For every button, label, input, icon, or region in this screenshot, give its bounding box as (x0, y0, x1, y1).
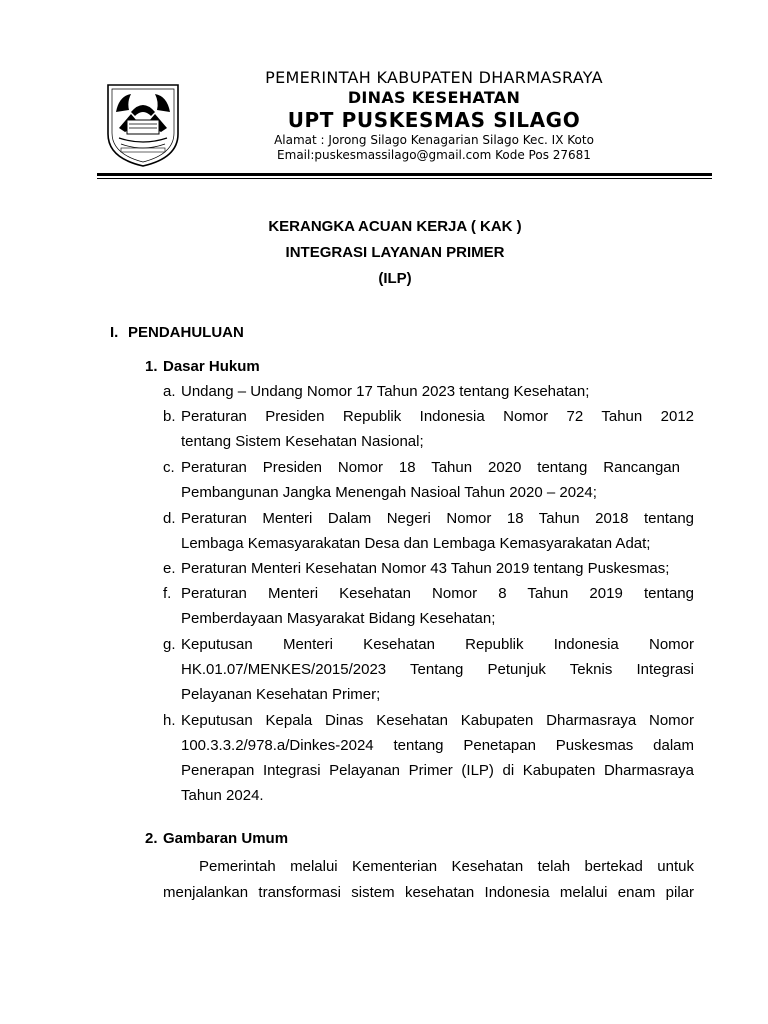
list-item-line: Lembaga Kemasyarakatan Desa dan Lembaga Kemasyarakatan Adat; (181, 535, 651, 552)
list-marker: b. (163, 408, 176, 425)
list-marker: d. (163, 510, 176, 527)
paragraph-line: menjalankan transformasi sistem kesehatan Indonesia melalui enam pilar (163, 884, 694, 901)
subsection-number: 1. (145, 358, 158, 375)
list-marker: f. (163, 585, 172, 602)
list-item-line: HK.01.07/MENKES/2015/2023 Tentang Petunjuk Teknis Integrasi (181, 661, 694, 678)
document-title-line-1: KERANGKA ACUAN KERJA ( KAK ) (268, 218, 522, 235)
government-name: PEMERINTAH KABUPATEN DHARMASRAYA (265, 68, 603, 87)
document-title-line-2: INTEGRASI LAYANAN PRIMER (285, 244, 505, 261)
list-marker: h. (163, 712, 176, 729)
list-marker: g. (163, 636, 176, 653)
list-item-line: Pembangunan Jangka Menengah Nasioal Tahun 2020 – 2024; (181, 484, 597, 501)
list-item-line: Pelayanan Kesehatan Primer; (181, 686, 381, 703)
list-item-line: Peraturan Presiden Nomor 18 Tahun 2020 tentang Rancangan (181, 459, 680, 476)
section-heading: PENDAHULUAN (128, 324, 244, 341)
subsection-heading: Dasar Hukum (163, 358, 260, 375)
list-marker: a. (163, 383, 176, 400)
list-item-line: Pemberdayaan Masyarakat Bidang Kesehatan; (181, 610, 496, 627)
list-item-line: Keputusan Kepala Dinas Kesehatan Kabupaten Dharmasraya Nomor (181, 712, 694, 729)
document-title-line-3: (ILP) (378, 270, 412, 287)
list-item-line: Peraturan Menteri Kesehatan Nomor 43 Tahun 2019 tentang Puskesmas; (181, 560, 670, 577)
list-item-line: Tahun 2024. (181, 787, 264, 804)
list-marker: e. (163, 560, 176, 577)
institution-name: UPT PUSKESMAS SILAGO (287, 108, 581, 132)
section-number: I. (110, 324, 119, 341)
list-item-line: Undang – Undang Nomor 17 Tahun 2023 tentang Kesehatan; (181, 383, 590, 400)
institution-address: Alamat : Jorong Silago Kenagarian Silago Kec. IX Koto (274, 133, 594, 147)
subsection-heading: Gambaran Umum (163, 830, 289, 847)
institution-contact: Email:puskesmassilago@gmail.com Kode Pos 27681 (277, 148, 591, 162)
list-item-line: Peraturan Menteri Dalam Negeri Nomor 18 Tahun 2018 tentang (181, 510, 694, 527)
list-item-line: Penerapan Integrasi Pelayanan Primer (ILP) di Kabupaten Dharmasraya (181, 762, 694, 779)
subsection-number: 2. (145, 830, 158, 847)
list-item-line: Peraturan Menteri Kesehatan Nomor 8 Tahun 2019 tentang (181, 585, 694, 602)
list-marker: c. (163, 459, 175, 476)
office-name: DINAS KESEHATAN (347, 88, 521, 107)
list-item-line: tentang Sistem Kesehatan Nasional; (181, 433, 424, 450)
list-item-line: 100.3.3.2/978.a/Dinkes-2024 tentang Penetapan Puskesmas dalam (181, 737, 694, 754)
list-item-line: Peraturan Presiden Republik Indonesia Nomor 72 Tahun 2012 (181, 408, 694, 425)
list-item-line: Keputusan Menteri Kesehatan Republik Indonesia Nomor (181, 636, 694, 653)
paragraph-line: Pemerintah melalui Kementerian Kesehatan telah bertekad untuk (199, 858, 694, 875)
